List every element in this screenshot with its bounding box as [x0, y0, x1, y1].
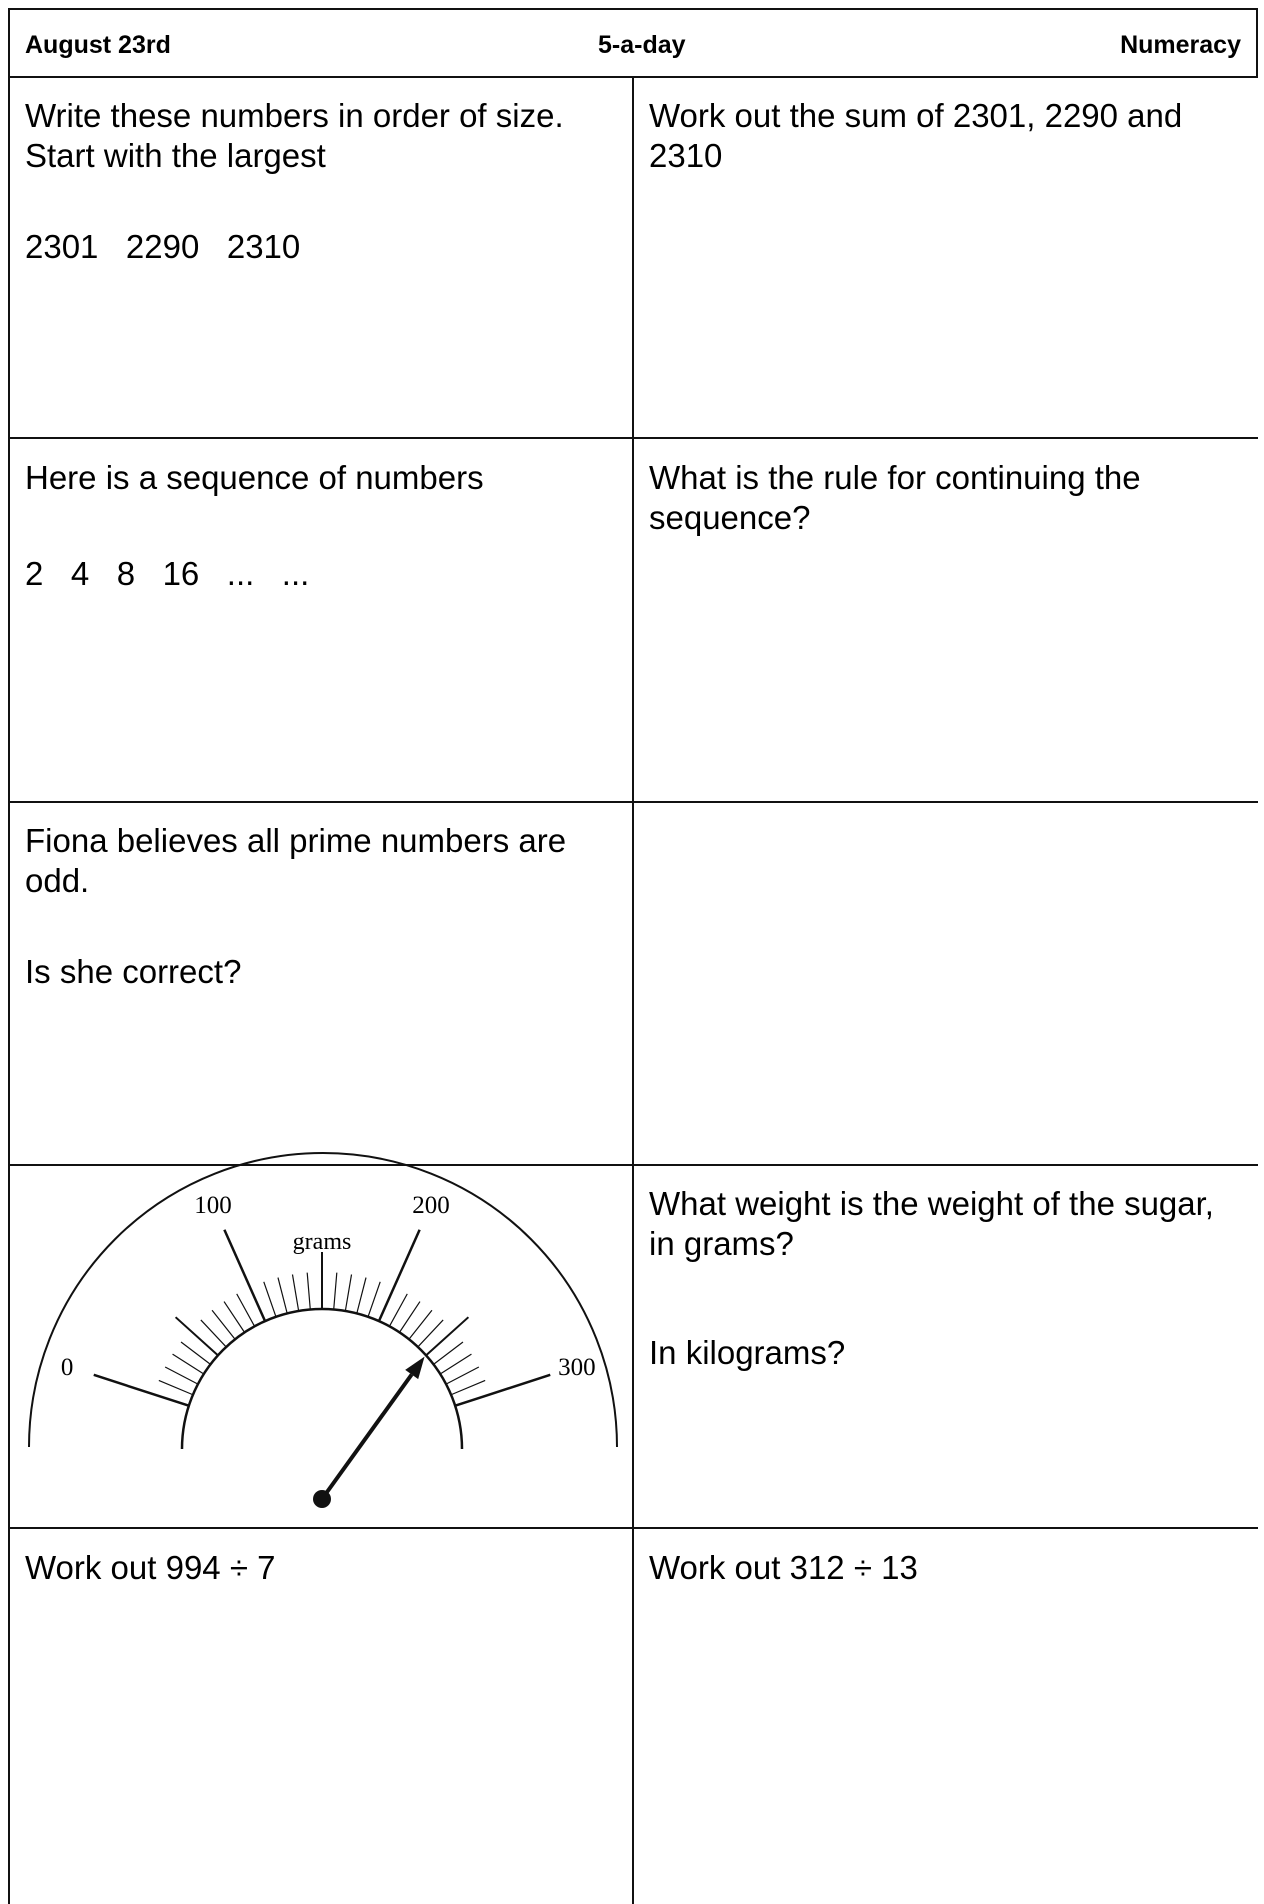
dial-tick	[176, 1317, 218, 1355]
question-3-text: Here is a sequence of numbers	[25, 459, 484, 496]
dial-tick	[440, 1354, 471, 1374]
question-8	[25, 1548, 605, 1588]
question-7	[649, 1184, 1239, 1373]
dial-label-200: 200	[412, 1192, 450, 1220]
question-7-grams: What weight is the weight of the sugar, in grams?	[649, 1185, 1214, 1262]
border-left	[8, 8, 10, 1904]
dial-tick	[334, 1273, 337, 1310]
dial-tick	[173, 1354, 204, 1374]
dial-tick	[224, 1302, 244, 1333]
dial-tick	[237, 1294, 255, 1326]
dial-tick	[368, 1282, 380, 1317]
dial-unit-label: grams	[292, 1229, 352, 1255]
question-2-text: Work out the sum of 2301, 2290 and 2310	[649, 97, 1183, 174]
question-4-text: What is the rule for continuing the sequence?	[649, 459, 1141, 536]
dial-needle	[322, 1375, 412, 1499]
question-4	[649, 458, 1239, 538]
dial-tick	[451, 1380, 485, 1394]
question-3-sequence: 2 4 8 16 ... ...	[25, 555, 310, 592]
dial-tick	[165, 1367, 198, 1384]
dial-tick	[264, 1282, 276, 1317]
dial-tick	[389, 1294, 407, 1326]
dial-tick	[345, 1274, 351, 1310]
dial-label-100: 100	[194, 1192, 232, 1220]
question-1-numbers: 2301 2290 2310	[25, 228, 301, 265]
border-top	[8, 8, 1258, 10]
question-5	[25, 821, 605, 992]
question-1	[25, 96, 605, 267]
dial-ticks	[94, 1230, 551, 1406]
dial-tick	[455, 1375, 550, 1406]
dial-tick	[159, 1380, 193, 1394]
border-right	[1256, 8, 1258, 76]
dial-tick	[426, 1317, 468, 1355]
header-title: 5-a-day	[598, 31, 686, 59]
dial-tick	[278, 1278, 287, 1314]
header-date: August 23rd	[25, 31, 171, 59]
question-9	[649, 1548, 1229, 1588]
dial-needle-arrowhead	[405, 1357, 424, 1380]
dial-pivot	[313, 1490, 331, 1508]
dial-tick	[446, 1367, 479, 1384]
dial-label-300: 300	[558, 1354, 596, 1382]
question-3	[25, 458, 615, 594]
question-9-text: Work out 312 ÷ 13	[649, 1549, 918, 1586]
question-2	[649, 96, 1229, 176]
dial-tick	[94, 1375, 189, 1406]
question-1-text: Write these numbers in order of size. Start with the largest	[25, 97, 564, 174]
question-5-question: Is she correct?	[25, 953, 242, 990]
question-8-text: Work out 994 ÷ 7	[25, 1549, 276, 1586]
worksheet	[8, 8, 1258, 1904]
dial-inner-arc	[182, 1309, 462, 1449]
dial-label-0: 0	[60, 1354, 74, 1382]
question-5-statement: Fiona believes all prime numbers are odd.	[25, 822, 567, 899]
dial-tick	[292, 1274, 298, 1310]
dial-tick	[307, 1273, 310, 1310]
question-7-kilograms: In kilograms?	[649, 1334, 846, 1371]
header-subject: Numeracy	[1120, 31, 1241, 59]
dial-tick	[399, 1302, 419, 1333]
column-divider	[632, 76, 634, 1904]
kitchen-scale-dial	[20, 1192, 620, 1516]
dial-tick	[357, 1278, 366, 1314]
